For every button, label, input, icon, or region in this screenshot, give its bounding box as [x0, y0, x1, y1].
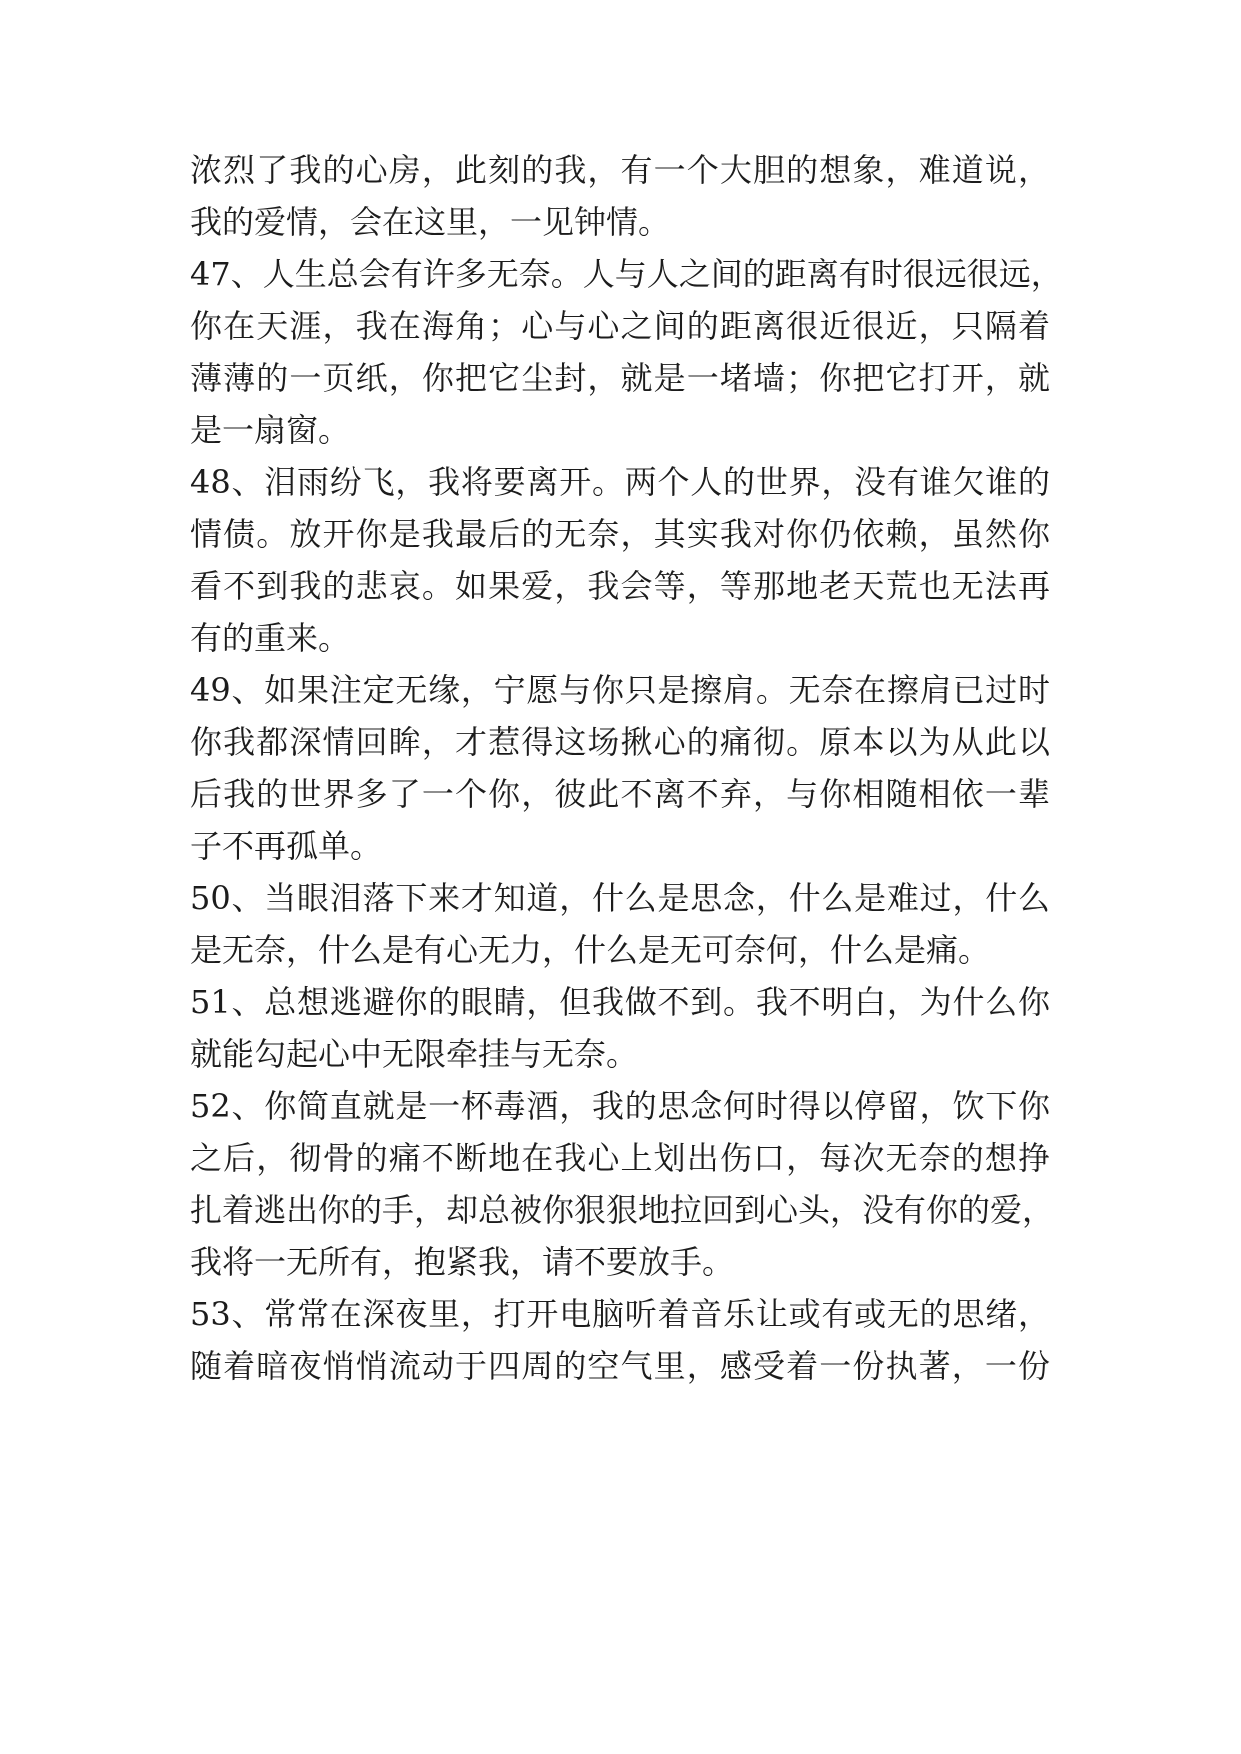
text-line: 我将一无所有，抱紧我，请不要放手。: [190, 1243, 735, 1281]
text-line: 50、当眼泪落下来才知道，什么是思念，什么是难过，什么: [190, 879, 1050, 917]
text-line: 就能勾起心中无限牵挂与无奈。: [190, 1035, 639, 1073]
text-line: 53、常常在深夜里，打开电脑听着音乐让或有或无的思绪，: [190, 1295, 1050, 1333]
text-line: 薄薄的一页纸，你把它尘封，就是一堵墙；你把它打开，就: [190, 359, 1050, 397]
text-line: 看不到我的悲哀。如果爱，我会等，等那地老天荒也无法再: [190, 567, 1050, 605]
text-line: 之后，彻骨的痛不断地在我心上划出伤口，每次无奈的想挣: [190, 1139, 1050, 1177]
text-line: 子不再孤单。: [190, 827, 383, 865]
text-line: 48、泪雨纷飞，我将要离开。两个人的世界，没有谁欠谁的: [190, 463, 1050, 501]
text-line: 随着暗夜悄悄流动于四周的空气里，感受着一份执著，一份: [190, 1347, 1050, 1385]
text-line: 47、人生总会有许多无奈。人与人之间的距离有时很远很远，: [190, 255, 1063, 293]
text-line: 我的爱情，会在这里，一见钟情。: [190, 203, 671, 241]
text-line: 是一扇窗。: [190, 411, 351, 449]
text-line: 后我的世界多了一个你，彼此不离不弃，与你相随相依一辈: [190, 775, 1050, 813]
text-line: 是无奈，什么是有心无力，什么是无可奈何，什么是痛。: [190, 931, 991, 969]
text-line: 有的重来。: [190, 619, 351, 657]
text-line: 情债。放开你是我最后的无奈，其实我对你仍依赖，虽然你: [190, 515, 1050, 553]
text-line: 49、如果注定无缘，宁愿与你只是擦肩。无奈在擦肩已过时: [190, 671, 1050, 709]
text-line: 浓烈了我的心房，此刻的我，有一个大胆的想象，难道说，: [190, 151, 1050, 189]
text-line: 你在天涯，我在海角；心与心之间的距离很近很近，只隔着: [190, 307, 1050, 345]
text-line: 扎着逃出你的手，却总被你狠狠地拉回到心头，没有你的爱，: [190, 1191, 1055, 1229]
text-line: 52、你简直就是一杯毒酒，我的思念何时得以停留，饮下你: [190, 1087, 1050, 1125]
text-line: 51、总想逃避你的眼睛，但我做不到。我不明白，为什么你: [190, 983, 1050, 1021]
text-line: 你我都深情回眸，才惹得这场揪心的痛彻。原本以为从此以: [190, 723, 1050, 761]
